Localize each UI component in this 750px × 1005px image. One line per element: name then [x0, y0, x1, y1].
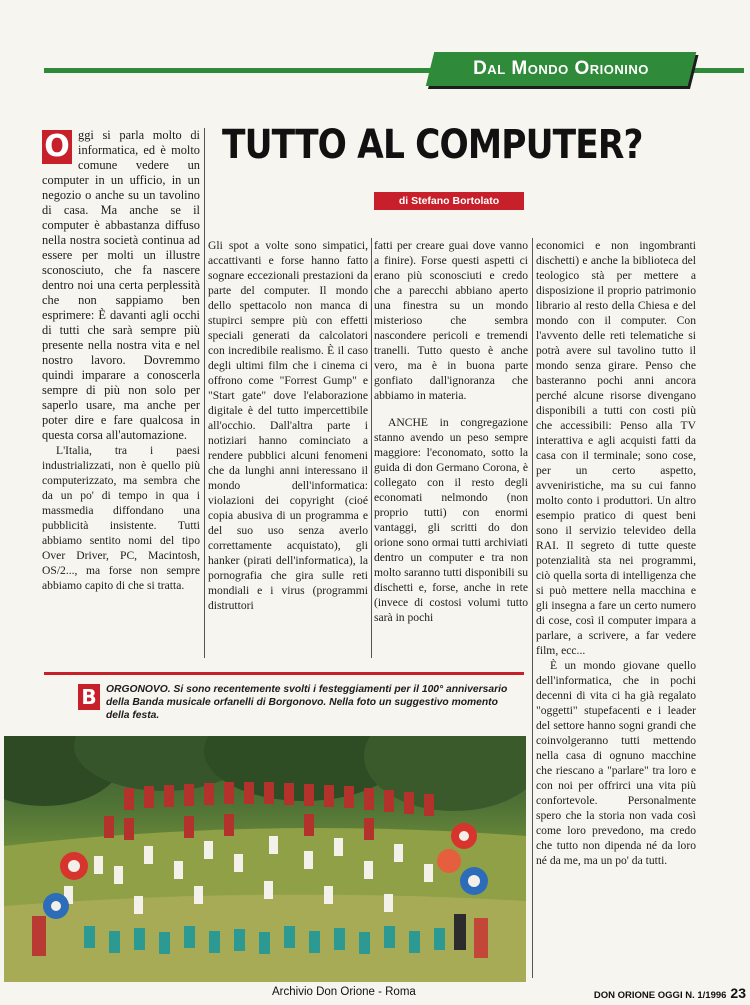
page-number: 23: [730, 985, 746, 1001]
paragraph: Gli spot a volte sono simpatici, accattivanti e forse hanno fatto sognare eccezionali prestazioni da parte del computer. Il mondo dello spettacolo non manca di stupirci sempre più con effetti speciali generati da calcolatori con incredibile realismo. È il caso degli ultimi film che i cinema ci offrono come "Forrest Gump" e "Start gate" dove l'elaborazione digitale è del tutto impercettibile all'occhio. Dall'altra parte i notiziari hanno cominciato a rendere pubblici alcuni fenomeni che da lunghi anni interessano il mondo dell'informatica: violazioni dei copyright (cioé copia abusiva di un programma e del suo uso senza averlo correttamente acquistato), gli hanker (pirati dell'informatica), la pornografia che gira sulle reti mondiali e i virus (programmi distruttori: [208, 239, 368, 612]
column-divider: [204, 128, 205, 658]
article-column-2: [208, 238, 368, 613]
column-divider: [371, 238, 372, 658]
section-tag-label: Dal Mondo Orionino: [473, 58, 649, 79]
column-divider: [532, 238, 533, 978]
article-column-1: [42, 128, 200, 593]
section-tag: [426, 52, 696, 86]
band-photo: [4, 736, 526, 982]
archive-credit: Archivio Don Orione - Roma: [272, 986, 416, 998]
publication-name: DON ORIONE OGGI N. 1/1996: [593, 990, 727, 1001]
paragraph: L'Italia, tra i paesi industrializzati, non è quello più computerizzato, ma sembra che da un po' di tempo in qua i massmedia diffondano una pubblicità insistente. Tutti abbiamo sentito nomi del tipo Over Driver, PC, Macintosh, OS/2..., ma forse non sempre abbiamo capito di che si tratta.: [42, 444, 200, 592]
paragraph: economici e non ingombranti dischetti) e anche la biblioteca del teologico stà per mettere a disposizione il proprio patrimonio librario al resto della Chiesa e del mondo con il computer. Con l'avvento delle reti telematiche si potrà avere sul tavolino tutto il mondo senza girare. Penso che basteranno pochi anni ancora perché alcune risorse divengano disponibili a tutti con costi più che accessibili: Penso alla TV interattiva e agli acquisti fatti da casa con il terminale; sono cose, per un certo aspetto, avveniristiche, ma su cui fanno molto conto i produttori. Un altro esempio pratico di quest beni sono il servizio televideo della RAI. Il segreto di tutte queste potenzialità sta nei programmi, ciò quella sorta di intelligenza che si può mettere nella macchina e gli insegna a fare un certo numero di cose, così il computer impara a parlare, a scrivere, a far vedere film, ecc...: [536, 239, 696, 657]
caption-drop-cap: B: [78, 684, 100, 710]
article-headline: TUTTO AL COMPUTER?: [222, 122, 643, 168]
drop-cap: O: [42, 130, 72, 164]
paragraph: È un mondo giovane quello dell'informatica, che in pochi decenni di vita ci ha già regalato "oggetti" stupefacenti e i leader del settore hanno sogni grandi che coinvolgeranno tutti mettendo nella casa di ognuno macchine che riescano a "parlare" tra loro e con noi per offrirci una vita più confortevole. Personalmente spero che la storia non vada così come loro prevedono, ma credo che tutto non dipenda né da loro né da me, ma un po' da tutti.: [536, 659, 696, 867]
paragraph: ANCHE in congregazione stanno avendo un peso sempre maggiore: l'economato, sotto la guida di don Germano Corona, è collegato con il resto degli economati nelmondo (non proprio tutti) con enormi vantaggi, gli scritti do don orione sono ormai tutti archiviati dentro un computer e tra non molto saranno tutti disponibili su dischetti e, forse, anche in rete (invece di costosi volumi tutto sarà in pochi: [374, 416, 528, 624]
photo-caption: [78, 683, 524, 733]
paragraph: fatti per creare guai dove vanno a finire). Forse questi aspetti ci erano più sconosciuti e credo che a parecchi abbiano aperto una finestra su un mondo misterioso che sembra nascondere pericoli e tremendi tranelli. Tutto questo è anche vero, ma è in buona parte gonfiato dall'ignoranza che abbiamo in materia.: [374, 239, 528, 402]
paragraph-text: ggi si parla molto di informatica, ed è molto comune vedere un computer in un ufficio, in un negozio o anche su un tavolino di casa. Ma anche se il computer è abbastanza diffuso nella nostra società continua ad essere per molti un illustre sconosciuto, che fa nascere dentro noi una certa perplessità che non sappiamo ben esprimere: È davanti agli occhi di tutti che sarà sempre più presente nella nostra vita e nel nostro lavoro. Dovremmo quindi imparare a conoscerla sempre di più non solo per saperlo usare, ma anche per poter dire e fare qualcosa in questa corsa all'automazione.: [42, 128, 200, 442]
paragraph: [42, 128, 200, 443]
caption-text: ORGONOVO. Si sono recentemente svolti i festeggiamenti per il 100° anniversario della Banda musicale orfanelli di Borgonovo. Nella foto un suggestivo momento della festa.: [106, 684, 508, 721]
article-column-3: [374, 238, 528, 625]
article-byline: di Stefano Bortolato: [374, 192, 524, 210]
band-photo-illustration: [4, 736, 526, 982]
article-column-4: [536, 238, 696, 868]
page-footer: [536, 985, 746, 1003]
photo-rule: [44, 672, 524, 675]
